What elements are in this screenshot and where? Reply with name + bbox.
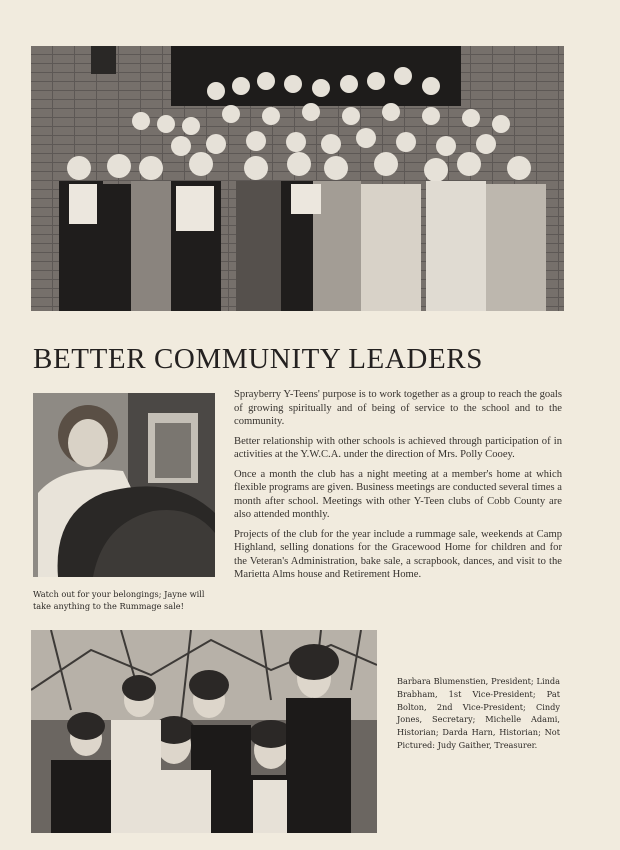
- officers-photo: [31, 630, 377, 833]
- officers-caption: Barbara Blumenstien, President; Linda Brabham, 1st Vice-President; Pat Bolton, 2nd Vice-President; Cindy Jones, Secretary; Michelle Adami, Historian; Darda Harn, Historian; Not Pictured: Judy Gaither, Treasurer.: [397, 676, 560, 750]
- paragraph: Sprayberry Y-Teens' purpose is to work together as a group to reach the goals of growing spiritually and of being of service to the school and to the community.: [234, 389, 562, 427]
- paragraph: Projects of the club for the year include a rummage sale, weekends at Camp Highland, selling donations for the Gracewood Home for children and for the Veteran's Administration, bake sale, a scrapbook, dances, and visit to the Marietta Alms house and Retirement Home.: [234, 528, 562, 580]
- page-title: BETTER COMMUNITY LEADERS: [33, 343, 483, 375]
- rummage-sale-photo: [33, 393, 215, 577]
- photo-caption: Watch out for your belongings; Jayne will take anything to the Rummage sale!: [33, 589, 205, 611]
- group-photo: [31, 46, 564, 311]
- paragraph: Better relationship with other schools is achieved through participation of in activities at the Y.W.C.A. under the direction of Mrs. Polly Cooey.: [234, 435, 562, 460]
- article-body: [234, 388, 562, 588]
- paragraph: Once a month the club has a night meeting at a member's home at which flexible programs are given. Business meetings are conducted several times a month after school. Meetings with other Y-Teen clubs of Cobb County are also attended monthly.: [234, 468, 563, 520]
